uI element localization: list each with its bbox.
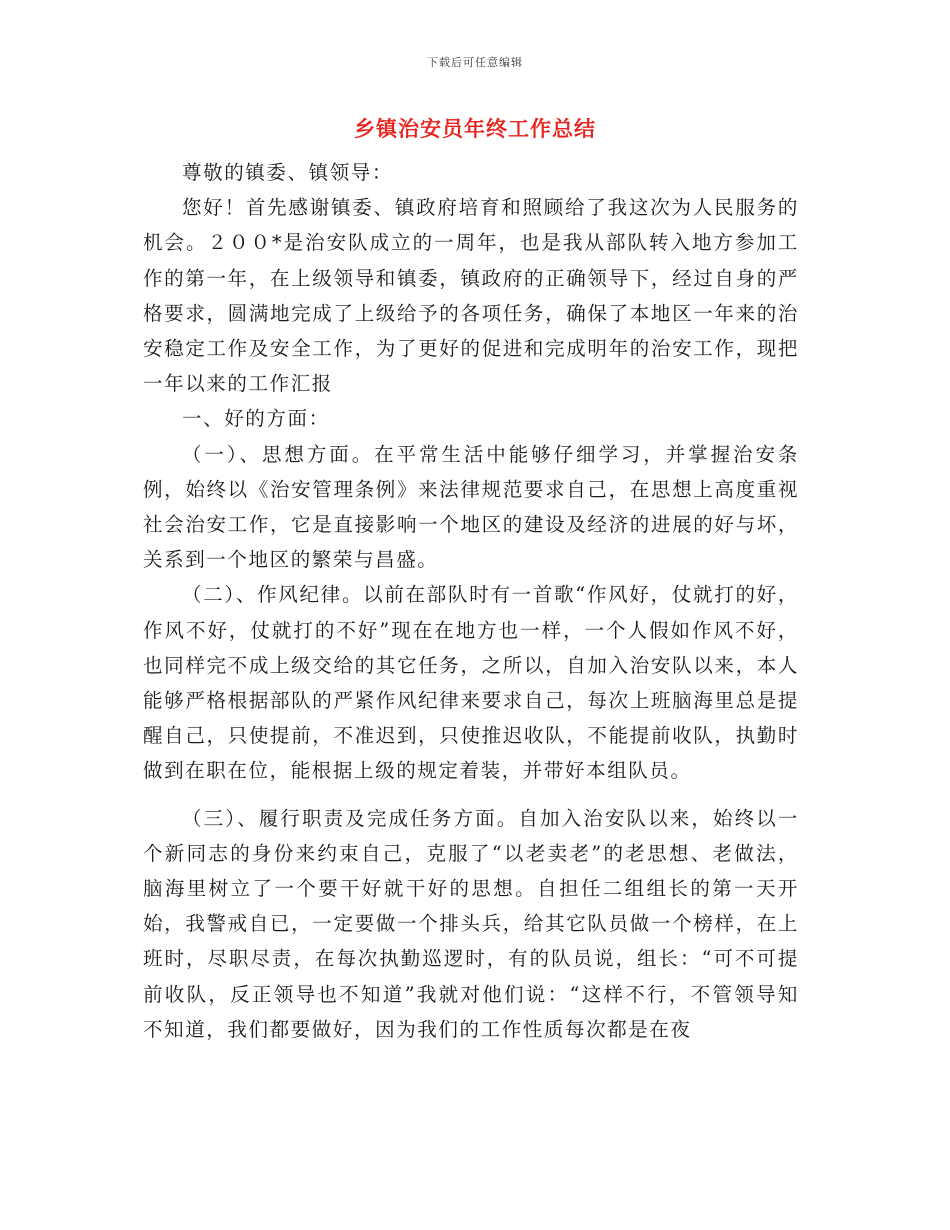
- thought-paragraph: （一）、思想方面。在平常生活中能够仔细学习，并掌握治安条例，始终以《治安管理条例》来法律规范要求自己，在思想上高度重视社会治安工作，它是直接影响一个地区的建设及经济的进展的好与坏，关系到一个地区的繁荣与昌盛。: [143, 442, 799, 572]
- intro-paragraph: 您好！首先感谢镇委、镇政府培育和照顾给了我这次为人民服务的机会。２００*是治安队成立的一周年，也是我从部队转入地方参加工作的第一年，在上级领导和镇委，镇政府的正确领导下，经过自身的严格要求，圆满地完成了上级给予的各项任务，确保了本地区一年来的治安稳定工作及安全工作，为了更好的促进和完成明年的治安工作，现把一年以来的工作汇报: [143, 196, 799, 396]
- document-body: [143, 155, 799, 1047]
- section-heading: 一、好的方面：: [182, 407, 330, 431]
- discipline-paragraph: （二）、作风纪律。以前在部队时有一首歌“作风好，仗就打的好，作风不好，仗就打的不好”现在在地方也一样，一个人假如作风不好，也同样完不成上级交给的其它任务，之所以，自加入治安队以来，本人能够严格根据部队的严紧作风纪律来要求自己，每次上班脑海里总是提醒自己，只使提前，不准迟到，只使推迟收队，不能提前收队，执勤时做到在职在位，能根据上级的规定着装，并带好本组队员。: [143, 583, 799, 783]
- duty-paragraph: （三）、履行职责及完成任务方面。自加入治安队以来，始终以一个新同志的身份来约束自己，克服了“以老卖老”的老思想、老做法，脑海里树立了一个要干好就干好的思想。自担任二组组长的第一天开始，我警戒自已，一定要做一个排头兵，给其它队员做一个榜样，在上班时，尽职尽责，在每次执勤巡逻时，有的队员说，组长：“可不可提前收队，反正领导也不知道”我就对他们说：“这样不行，不管领导知不知道，我们都要做好，因为我们的工作性质每次都是在夜: [143, 806, 799, 1041]
- salutation-paragraph: 尊敬的镇委、镇领导：: [182, 161, 394, 184]
- page-header-note: 下载后可任意编辑: [427, 56, 523, 69]
- document-title: 乡镇治安员年终工作总结: [354, 116, 596, 141]
